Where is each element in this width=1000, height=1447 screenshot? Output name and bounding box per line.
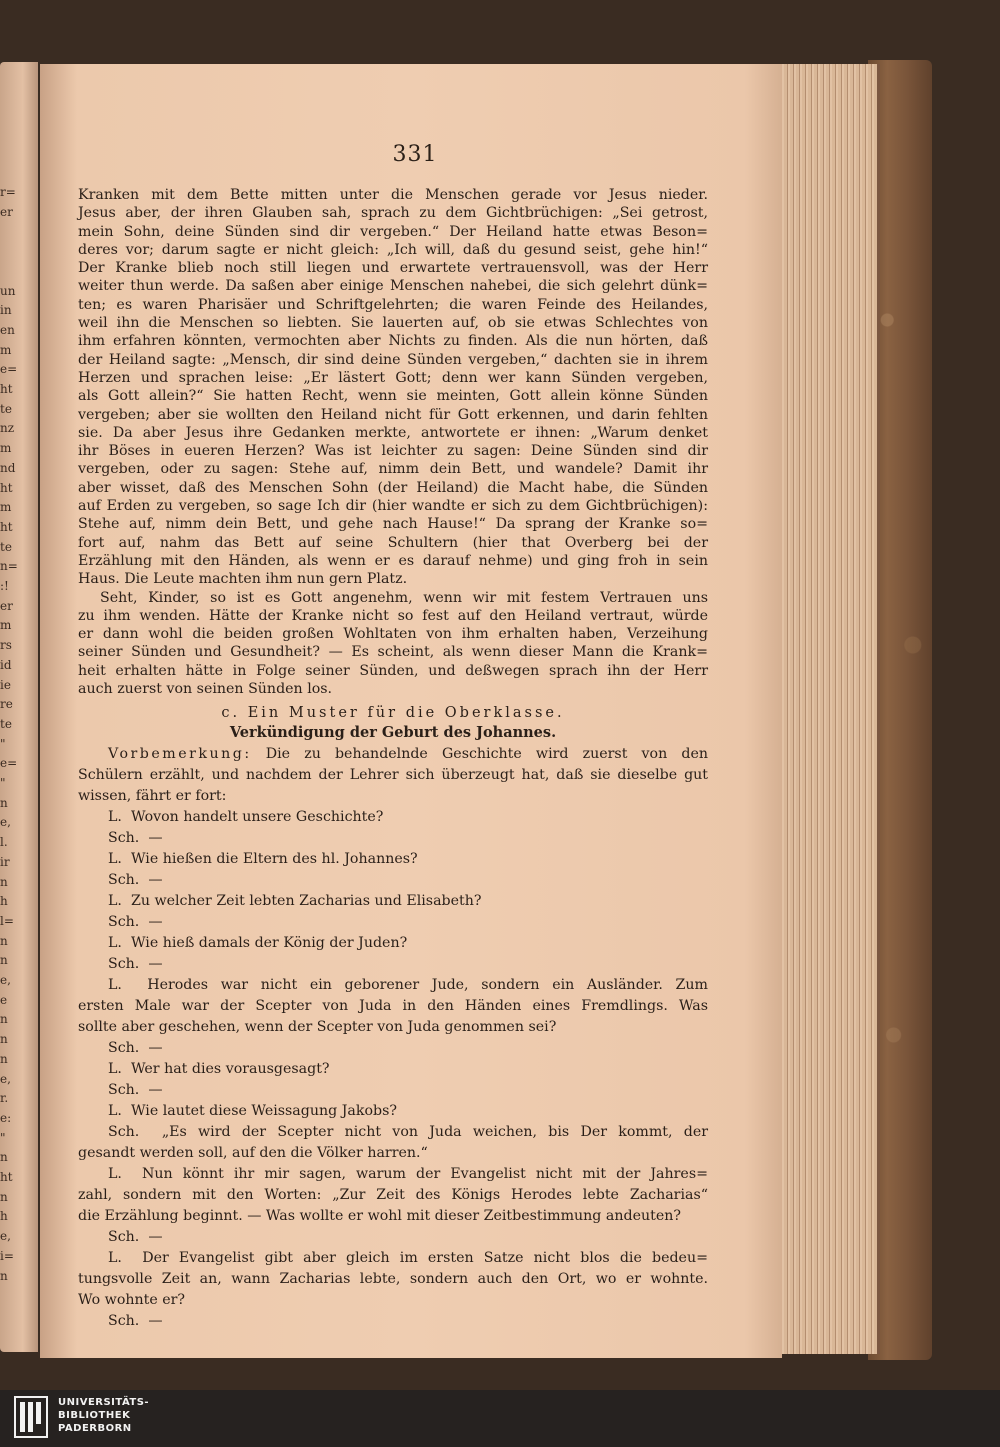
page-number: 331 (392, 142, 438, 167)
text-line: fort auf, nahm das Bett auf seine Schultern (hier that Overberg bei der (78, 534, 708, 551)
speaker-label: L. (108, 1103, 122, 1120)
left-page-fragment: id (0, 657, 12, 672)
dialogue (78, 808, 708, 1333)
preface-line: Schülern erzählt, und nachdem der Lehrer sich überzeugt hat, daß sie dieselbe gut (78, 767, 708, 784)
left-page-fragment: r= (0, 185, 16, 199)
left-page-fragment: er (0, 598, 13, 613)
left-page-fragment: rs (0, 638, 12, 653)
speaker-label: Sch. (108, 1040, 140, 1057)
left-page-fragment: e (0, 992, 8, 1007)
left-page-fragment: n (0, 1268, 8, 1283)
dialogue-line (78, 829, 708, 850)
dialogue-text: gesandt werden soll, auf den die Völker harren.“ (78, 1145, 428, 1162)
dialogue-line (78, 850, 708, 871)
library-banner (0, 1390, 1000, 1447)
left-page-fragment: r. (0, 1091, 9, 1106)
text-line: ihm erfahren könnten, vermochten aber Nichts zu finden. Als die nun hörten, daß (78, 333, 708, 350)
left-page-fragment: n (0, 1051, 8, 1066)
dialogue-line (78, 997, 708, 1018)
dialogue-line (78, 808, 708, 829)
dialogue-line (78, 1249, 708, 1270)
left-page-fragment: e, (0, 815, 11, 830)
left-page-fragment: e: (0, 1110, 12, 1125)
text-line: weil ihn die Menschen so liebten. Sie lauerten auf, ob sie etwas Schlechtes von (78, 315, 708, 332)
left-page-fragment: e= (0, 756, 18, 771)
left-page-fragment: n (0, 795, 8, 810)
left-page-fragment: :! (0, 579, 9, 593)
dialogue-text: — (148, 1229, 163, 1246)
left-page-fragment: e, (0, 973, 11, 987)
left-page-fragment: ht (0, 519, 13, 534)
left-page-fragment: e= (0, 362, 18, 377)
dialogue-line (78, 1186, 708, 1207)
dialogue-line (78, 1291, 708, 1312)
dialogue-line (78, 1207, 708, 1228)
library-name: UNIVERSITÄTS- BIBLIOTHEK PADERBORN (58, 1397, 150, 1434)
text-line: sie. Da aber Jesus ihre Gedanken merkte, antwortete er ihnen: „Warum denket (78, 424, 708, 441)
dialogue-text: Wie hießen die Eltern des hl. Johannes? (130, 851, 418, 868)
dialogue-line (78, 1312, 708, 1333)
text-line: Herzen und sprachen leise: „Er lästert Gott; denn wer kann Sünden vergeben, (78, 369, 708, 386)
text-line: heit erhalten hätte in Folge seiner Sünden, und deßwegen sprach ihn der Herr (78, 662, 708, 679)
text-line: zu ihm wenden. Hätte der Kranke nicht so fest auf den Heiland vertraut, würde (78, 607, 708, 624)
left-page-fragment: n (0, 1032, 8, 1047)
text-line: Jesus aber, der ihren Glauben sah, sprach zu dem Gichtbrüchigen: „Sei getrost, (78, 205, 708, 222)
left-page-fragment: e, (0, 1229, 11, 1244)
preface (78, 745, 708, 808)
dialogue-text: — (148, 1082, 163, 1099)
speaker-label: L. (108, 1061, 122, 1078)
dialogue-line (78, 1102, 708, 1123)
left-page-edge (0, 62, 38, 1352)
text-line: mein Sohn, deine Sünden sind dir vergeben.“ Der Heiland hatte etwas Beson= (78, 223, 708, 240)
dialogue-text: — (148, 1313, 163, 1330)
text-line: auf Erden zu vergeben, so sage Ich dir (hier wandte er sich zu dem Gichtbrüchigen): (78, 498, 708, 515)
left-page-fragment: i= (0, 1248, 14, 1263)
left-page-fragment: er (0, 204, 13, 219)
left-page-fragment: n (0, 1150, 8, 1165)
dialogue-text: Wie hieß damals der König der Juden? (130, 935, 408, 952)
left-page-fragment: n (0, 953, 8, 968)
speaker-label: Sch. (108, 1229, 140, 1246)
left-page-fragment: e, (0, 1071, 11, 1086)
left-page-fragment: n (0, 1189, 8, 1204)
dialogue-text: Wie lautet diese Weissagung Jakobs? (130, 1103, 397, 1120)
dialogue-text: Zu welcher Zeit lebten Zacharias und Elisabeth? (130, 893, 482, 910)
page-text (78, 186, 708, 1333)
left-page-fragment: nd (0, 460, 16, 475)
text-line: weiter thun werde. Da saßen aber einige Menschen nahebei, die sich gelehrt dünk= (78, 278, 708, 295)
speaker-label: L. (108, 977, 122, 994)
left-page-fragment: te (0, 716, 12, 731)
text-line: Stehe auf, nimm dein Bett, und gehe nach Hause!“ Da sprang der Kranke so= (78, 516, 708, 533)
left-page-fragment: h (0, 894, 8, 909)
dialogue-line (78, 871, 708, 892)
left-page-fragment: ir (0, 854, 10, 869)
text-line: Seht, Kinder, so ist es Gott angenehm, wenn wir mit festem Vertrauen uns (100, 589, 708, 606)
left-page-fragment: m (0, 441, 12, 456)
speaker-label: Sch. (108, 1124, 140, 1141)
dialogue-text: — (148, 1040, 163, 1057)
text-line: als Gott allein?“ Sie hatten Recht, wenn sie meinten, Gott allein könne Sünden (78, 388, 708, 405)
left-page-fragment: n (0, 933, 8, 948)
text-line: er dann wohl die beiden großen Wohltaten von ihm erhalten haben, Verzeihung (78, 626, 708, 643)
dialogue-text: Nun könnt ihr mir sagen, warum der Evangelist nicht mit der Jahres= (142, 1166, 708, 1183)
section-heading: c. Ein Muster für die Oberklasse. (221, 705, 565, 722)
text-line: vergeben, oder zu sagen: Stehe auf, nimm dein Bett, und wandele? Damit ihr (78, 461, 708, 478)
text-line: der Heiland sagte: „Mensch, dir sind deine Sünden vergeben,“ dachten sie in ihrem (78, 351, 708, 368)
left-page-fragment: un (0, 283, 16, 298)
page-edges-stack (778, 64, 880, 1354)
dialogue-line (78, 1270, 708, 1291)
dialogue-line (78, 955, 708, 976)
speaker-label: Sch. (108, 914, 140, 931)
dialogue-line (78, 1039, 708, 1060)
left-page-fragment: ht (0, 382, 13, 396)
dialogue-line (78, 1144, 708, 1165)
left-page-fragment: ie (0, 677, 11, 692)
text-line: auch zuerst von seinen Sünden los. (78, 681, 333, 698)
dialogue-text: — (148, 914, 163, 931)
left-page-fragment: " (0, 1130, 6, 1145)
left-page-fragment: " (0, 776, 6, 790)
dialogue-text: zahl, sondern mit den Worten: „Zur Zeit des Königs Herodes lebte Zacharias“ (78, 1187, 708, 1204)
dialogue-text: Herodes war nicht ein geborener Jude, sondern ein Ausländer. Zum (147, 977, 708, 994)
speaker-label: Sch. (108, 956, 140, 973)
left-page-fragment: te (0, 539, 12, 554)
speaker-label: Sch. (108, 1313, 140, 1330)
speaker-label: Sch. (108, 872, 140, 889)
dialogue-text: ersten Male war der Scepter von Juda in den Händen eines Fremdlings. Was (78, 998, 708, 1015)
left-page-fragment: m (0, 500, 12, 515)
left-page-fragment: " (0, 736, 6, 751)
text-line: Haus. Die Leute machten ihm nun gern Platz. (78, 571, 408, 588)
section-title: Verkündigung der Geburt des Johannes. (229, 724, 557, 742)
dialogue-text: Wovon handelt unsere Geschichte? (130, 809, 384, 826)
preface-line: wissen, fährt er fort: (78, 788, 227, 805)
dialogue-line (78, 1123, 708, 1144)
dialogue-line (78, 934, 708, 955)
text-line: aber wisset, daß des Menschen Sohn (der Heiland) die Macht habe, die Sünden (78, 479, 708, 496)
dialogue-text: „Es wird der Scepter nicht von Juda weichen, bis Der kommt, der (161, 1124, 708, 1141)
dialogue-text: Der Evangelist gibt aber gleich im ersten Satze nicht blos die bedeu= (142, 1250, 708, 1267)
left-page-fragment: n= (0, 559, 18, 574)
speaker-label: L. (108, 893, 122, 910)
left-page-fragment: n (0, 1012, 8, 1027)
left-page-fragment: m (0, 342, 12, 357)
text-line: Erzählung mit den Händen, als wenn er es darauf nehme) und ging froh in sein (78, 552, 708, 569)
left-page-fragment: ht (0, 480, 13, 495)
preface-label: Vorbemerkung: (108, 746, 252, 763)
dialogue-text: Wer hat dies vorausgesagt? (130, 1061, 330, 1078)
dialogue-text: die Erzählung beginnt. — Was wollte er wohl mit dieser Zeitbestimmung andeuten? (78, 1208, 681, 1225)
dialogue-text: — (148, 956, 163, 973)
left-page-fragment: l= (0, 913, 14, 928)
dialogue-text: Wo wohnte er? (78, 1292, 186, 1309)
dialogue-text: tungsvolle Zeit an, wann Zacharias lebte, sondern auch den Ort, wo er wohnte. (78, 1271, 708, 1288)
left-page-fragment: te (0, 401, 12, 416)
speaker-label: L. (108, 1166, 122, 1183)
speaker-label: L. (108, 851, 122, 868)
dialogue-line (78, 1018, 708, 1039)
library-logo-icon (14, 1396, 48, 1438)
left-page-fragment: m (0, 618, 12, 633)
speaker-label: Sch. (108, 830, 140, 847)
text-line: Kranken mit dem Bette mitten unter die Menschen gerade vor Jesus nieder. (78, 187, 708, 203)
left-page-fragment: nz (0, 421, 15, 436)
dialogue-line (78, 913, 708, 934)
speaker-label: Sch. (108, 1082, 140, 1099)
narrative-paragraph (78, 186, 708, 698)
text-line: vergeben; aber sie wollten den Heiland nicht für Gott erkennen, und darin fehlten (78, 406, 708, 423)
speaker-label: L. (108, 1250, 122, 1267)
speaker-label: L. (108, 809, 122, 826)
dialogue-line (78, 1165, 708, 1186)
dialogue-line (78, 976, 708, 997)
left-page-fragment: re (0, 697, 13, 712)
left-page-fragment: n (0, 874, 8, 889)
dialogue-line (78, 1228, 708, 1249)
text-line: Der Kranke blieb noch still liegen und erwartete vertrauensvoll, was der Herr (78, 260, 708, 277)
dialogue-line (78, 1060, 708, 1081)
dialogue-text: sollte aber geschehen, wenn der Scepter von Juda genommen sei? (78, 1019, 557, 1036)
dialogue-text: — (148, 830, 163, 847)
preface-line: Vorbemerkung: Die zu behandelnde Geschichte wird zuerst von den (108, 746, 708, 763)
text-line: seiner Sünden und Gesundheit? — Es scheint, als wenn dieser Mann die Krank= (78, 644, 708, 661)
dialogue-text: — (148, 872, 163, 889)
text-line: deres vor; darum sagte er nicht gleich: „Ich will, daß du gesund seist, gehe hin!“ (78, 241, 708, 258)
left-page-fragment: ht (0, 1170, 13, 1184)
right-page (40, 64, 782, 1358)
text-line: ihr Böses in eueren Herzen? Was ist leichter zu sagen: Deine Sünden sind dir (78, 443, 708, 460)
left-page-fragment: l. (0, 835, 8, 850)
text-line: ten; es waren Pharisäer und Schriftgelehrten; die waren Feinde des Heilandes, (78, 296, 708, 313)
dialogue-line (78, 892, 708, 913)
left-page-fragment: en (0, 322, 15, 337)
left-page-fragment: h (0, 1209, 8, 1224)
speaker-label: L. (108, 935, 122, 952)
left-page-fragment: in (0, 303, 12, 318)
dialogue-line (78, 1081, 708, 1102)
